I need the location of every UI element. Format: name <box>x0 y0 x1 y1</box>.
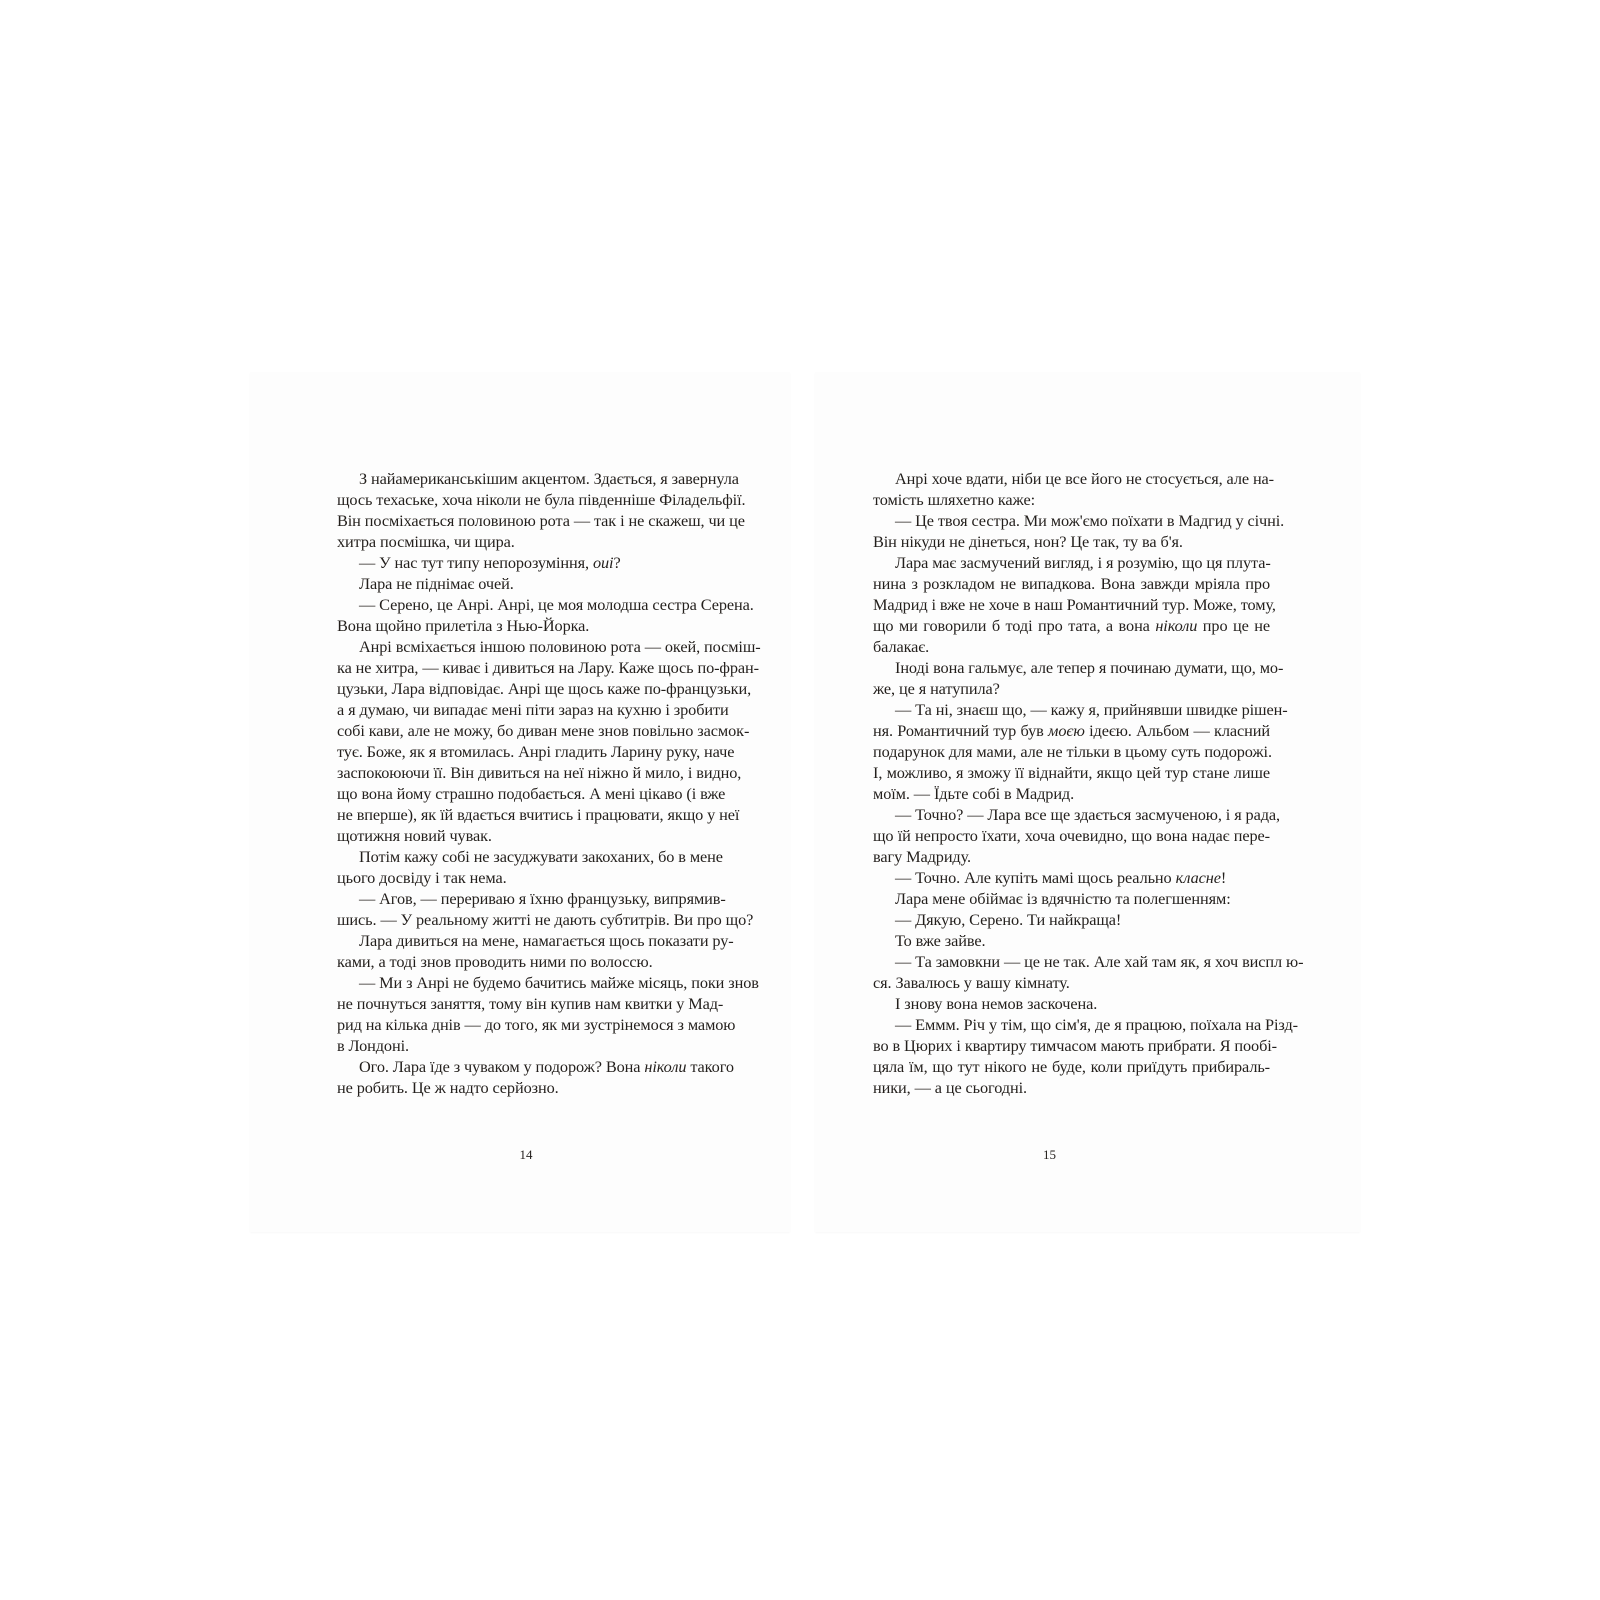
text-line: Лара має засмучений вигляд, і я розумію, що ця плута- <box>895 553 1271 572</box>
text-line: — Дякую, Серено. Ти найкраща! <box>895 910 1122 929</box>
text-line: що вона йому страшно подобається. А мені цікаво (і вже <box>337 784 726 803</box>
text-line: — Еммм. Річ у тім, що сім'я, де я працюю, поїхала на Різд- <box>895 1015 1298 1034</box>
text-span: — У нас тут типу непорозуміння, <box>359 553 593 572</box>
text-line: що їй непросто їхати, хоча очевидно, що вона надає пере- <box>873 826 1270 845</box>
italic-word: ніколи <box>1155 616 1198 635</box>
text-span: — Точно. Але купіть мамі щось реально <box>895 868 1176 887</box>
text-line: тує. Боже, як я втомилась. Анрі гладить Ларину руку, наче <box>337 742 735 761</box>
text-line: ками, а тоді знов проводить ними по волоссю. <box>337 952 653 971</box>
text-line: заспокоюючи її. Він дивиться на неї ніжно й мило, і видно, <box>337 763 742 782</box>
text-line: Іноді вона гальмує, але тепер я починаю думати, що, мо- <box>895 658 1284 677</box>
text-line: — Агов, — перериваю я їхню французьку, випрямив- <box>359 889 726 908</box>
text-line: — Та замовкни — це не так. Але хай там як, я хоч виспл ю- <box>895 952 1304 971</box>
text-line: — Точно? — Лара все ще здається засмученою, і я рада, <box>895 805 1280 824</box>
text-span: ня. Романтичний тур був <box>873 721 1049 740</box>
left-page-text <box>250 468 790 1098</box>
text-line: Анрі всміхається іншою половиною рота — окей, посміш- <box>359 637 761 656</box>
text-line: щотижня новий чувак. <box>337 826 492 845</box>
text-line: рид на кілька днів — до того, як ми зустрінемося з мамою <box>337 1015 736 1034</box>
italic-word: ніколи <box>644 1057 687 1076</box>
text-span: що ми говорили б тоді про тата, а вона <box>873 616 1156 635</box>
text-line <box>873 867 1270 888</box>
text-line <box>873 720 1270 741</box>
text-line: ка не хитра, — киває і дивиться на Лару. Каже щось по-фран- <box>337 658 759 677</box>
text-line: Лара дивиться на мене, намагається щось показати ру- <box>359 931 734 950</box>
text-line: Лара мене обіймає із вдячністю та полегшенням: <box>895 889 1231 908</box>
text-line: во в Цюрих і квартиру тимчасом мають прибрати. Я пообі- <box>873 1036 1277 1055</box>
text-line: нина з розкладом не випадкова. Вона завжди мріяла про <box>873 574 1270 593</box>
text-span: ідеєю. Альбом — класний <box>1084 721 1270 740</box>
text-line: не почнуться заняття, тому він купив нам квитки у Мад- <box>337 994 724 1013</box>
text-line: — Ми з Анрі не будемо бачитись майже місяць, поки знов <box>359 973 759 992</box>
text-line: Він нікуди не дінеться, нон? Це так, ту ва б'я. <box>873 532 1183 551</box>
page-number: 14 <box>519 1147 533 1162</box>
text-line: не робить. Це ж надто серйозно. <box>337 1078 559 1097</box>
text-line: цузьки, Лара відповідає. Анрі ще щось каже по-французьки, <box>337 679 752 698</box>
text-line: ся. Завалюсь у вашу кімнату. <box>873 973 1070 992</box>
text-line <box>873 615 1270 636</box>
text-span: про це не <box>1197 616 1270 635</box>
text-line: томість шляхетно каже: <box>873 490 1036 509</box>
text-line: цяла їм, що тут нікого не буде, коли приїдуть прибираль- <box>873 1057 1270 1076</box>
text-line: Мадрид і вже не хоче в наш Романтичний тур. Може, тому, <box>873 595 1276 614</box>
page-number: 15 <box>1043 1147 1056 1162</box>
text-line: І знову вона немов заскочена. <box>895 994 1098 1013</box>
text-line: — Це твоя сестра. Ми мож'ємо поїхати в Мадгид у січні. <box>895 511 1285 530</box>
text-line <box>337 1056 734 1077</box>
italic-word: моєю <box>1048 721 1085 740</box>
text-line: а я думаю, чи випадає мені піти зараз на кухню і зробити <box>337 700 729 719</box>
text-line: собі кави, але не можу, бо диван мене знов повільно засмок- <box>337 721 750 740</box>
text-line: шись. — У реальному житті не дають субтитрів. Ви про що? <box>337 910 754 929</box>
text-span: ! <box>1220 868 1227 887</box>
text-line: подарунок для мами, але не тільки в цьому суть подорожі. <box>873 742 1272 761</box>
left-page <box>250 372 790 1232</box>
text-line: Анрі хоче вдати, ніби це все його не стосується, але на- <box>895 469 1275 488</box>
text-line: щось техаське, хоча ніколи не була південніше Філадельфії. <box>337 490 746 509</box>
text-line: З найамериканськішим акцентом. Здається, я завернула <box>359 469 739 488</box>
text-line: Потім кажу собі не засуджувати закоханих, бо в мене <box>359 847 723 866</box>
text-line: моїм. — Їдьте собі в Мадрид. <box>873 784 1075 803</box>
text-line: балакає. <box>873 637 930 656</box>
text-line: ники, — а це сьогодні. <box>873 1078 1027 1097</box>
text-line: Лара не піднімає очей. <box>359 574 514 593</box>
text-line: же, це я натупила? <box>873 679 1000 698</box>
text-span: такого <box>686 1057 734 1076</box>
text-span: Ого. Лара їде з чуваком у подорож? Вона <box>359 1057 645 1076</box>
right-page-text <box>815 468 1360 1098</box>
text-line: в Лондоні. <box>337 1036 409 1055</box>
text-line: — Серено, це Анрі. Анрі, це моя молодша сестра Серена. <box>359 595 754 614</box>
text-line: цього досвіду і так нема. <box>337 868 507 887</box>
text-line: — Та ні, знаєш що, — кажу я, прийнявши швидке рішен- <box>895 700 1288 719</box>
italic-word: oui <box>592 553 614 572</box>
text-line: Вона щойно прилетіла з Нью-Йорка. <box>337 616 590 635</box>
text-line: То вже зайве. <box>895 931 986 950</box>
text-line <box>337 552 708 573</box>
right-page <box>815 372 1360 1232</box>
text-line: І, можливо, я зможу її віднайти, якщо цей тур стане лише <box>873 763 1270 782</box>
italic-word: класне <box>1175 868 1221 887</box>
text-line: хитра посмішка, чи щира. <box>337 532 515 551</box>
text-line: вагу Мадриду. <box>873 847 971 866</box>
text-line: не вперше), як їй вдається вчитись і працювати, якщо у неї <box>337 805 740 824</box>
text-line: Він посміхається половиною рота — так і не скажеш, чи це <box>337 511 745 530</box>
text-span: ? <box>613 553 621 572</box>
